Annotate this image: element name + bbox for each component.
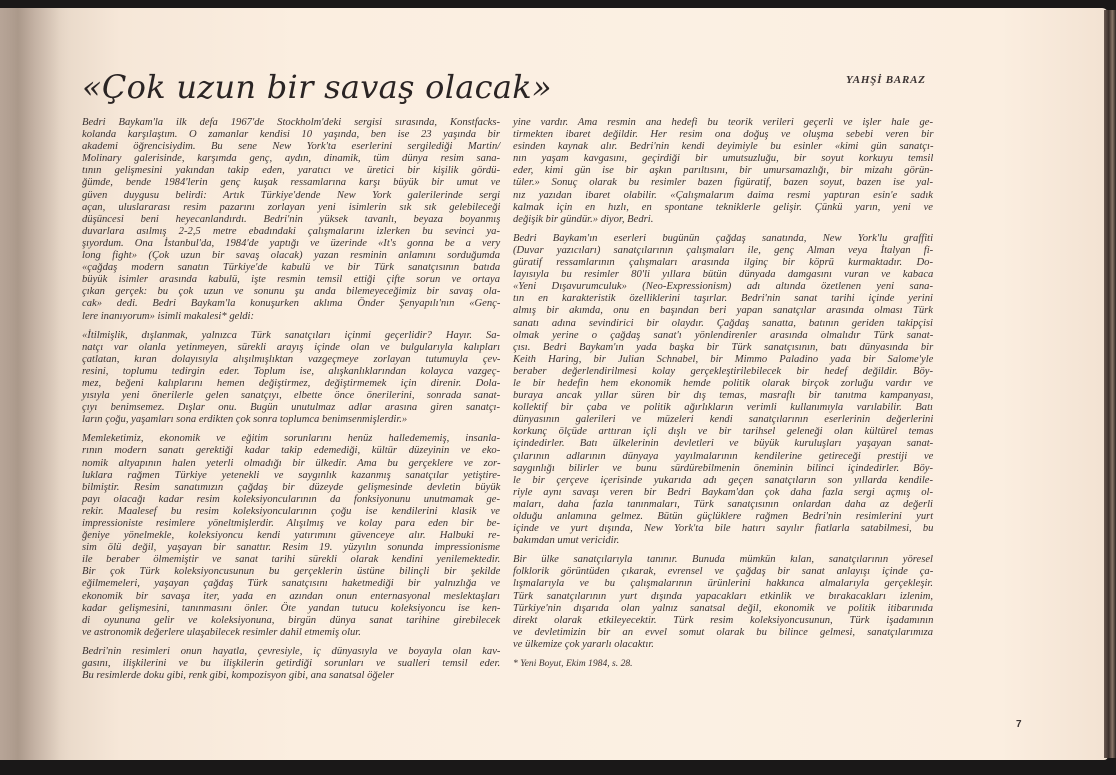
text-line: şıyordum. Ona İstanbul'da, 1984'de yaptığı ve üzerinde «It's gonna be a very [82,237,501,249]
paragraph [513,554,933,651]
text-line: kolanda karşılaştım. O zamanlar kendisi 10 yaşında, ben ise 23 yaşında bir [82,129,500,141]
text-line: natçı var olanla yetinmeyen, sürekli arayış içinde olan ve bulgularıyla kalıpları [82,341,501,353]
text-line: «Yeni Dışavurumculuk» (Neo-Expressionism) adı altında özetlenen yeni sana- [513,281,933,293]
left-column [82,117,500,689]
text-line: buraya ancak yıllar süren bir dış temas, masraflı bir tanıtma kampanyası, [513,390,934,402]
text-line: di oyununa gelir ve koleksiyonuna, birgün dünya sanat tarihine girebilecek [82,614,501,626]
text-line: büyük isimler arasında kabulü, işte resmin temsil ettiği çifte sorun ve ortaya [82,274,500,286]
text-line: yine vardır. Ama resmin ana hedefi bu teorik verileri geçerli ve işler hale ge- [513,117,933,128]
text-line: olduğu anlamına gelmez. Bütün güçlüklere rağmen Bedri'nin resimlerini yurt [513,511,934,522]
text-line: sim ölü değil, yaşayan bir sanattır. Resim 19. yüzyılın sonunda impressionisme [82,542,500,554]
text-line: riyle aynı savaşı veren bir Bedri Baykam'dan çok daha fazla sergi açmış ol- [513,486,933,498]
text-line: içindedirler. Batı ülkelerinin devletleri ve büyük kuruluşları yaşayan sanat- [513,438,934,450]
text-line: long fight» (Çok uzun bir savaş olacak) yazan resminin anlamını sorduğumda [82,250,500,262]
text-line: Bu resimlerde doku gibi, renk gibi, kompozisyon gibi, ana sanatsal öğeler [82,670,395,682]
text-line: ekonomik bir savaşa iter, yada en azından onun enternasyonal meslektaşları [82,590,500,602]
text-line: akademi öğrencisiydim. Bu sene New York'ta eserlerini sergilediği Martin/ [82,141,501,153]
text-line: «İtilmişlik, dışlanmak, yalnızca Türk sanatçıları içinmi geçerlidir? Hayır. Sa- [82,329,501,341]
text-line: tüler.» Sonuç olarak bu resimler bazen figüratif, bazen soyut, bazen ise yal- [513,177,933,189]
text-line: çıyı benimsemez. Dışlar onu. Bugün unutulmaz adlar arasına giren sanatçı- [82,402,500,414]
text-line: mez, beğeni kalıplarını hemen değiştirmez, değiştirmemek için direnir. Dola- [82,377,501,389]
text-line: korkunç ölçüde arttıran içli dışlı ve bir tarihsel geleneği olan kültürel temas [513,426,934,438]
text-line: luklara rağmen Türkiye yetenekli ve saygınlık kazanmış sanatçılar yetiştire- [82,469,501,481]
text-line: lere inanıyorum» isimli makalesi* geldi: [82,310,255,322]
text-line: payı olacağı kadar resim koleksiyoncularının da fonksiyonunu unutmamak ge- [82,493,500,505]
text-line: dünyasının galerileri ve müzeleri kendi sanatçılarının eserlerinin değerlerini [513,414,934,426]
text-line: beraber değerlendirilmesi kolay gerçekleştirilebilecek bir hedef değildir. Böy- [513,365,933,377]
text-line: değişik bir gündür.» diyor, Bedri. [513,213,654,225]
text-line: çılarının adlarının dünyaya yayılmalarının kendilerine getireceği prestiji ve [513,450,934,462]
text-line: kollektif bir çaba ve politik ağırlıkların verimli kullanımıyla varılabilir. Batı [513,402,933,414]
text-line: kalmak için en hızlı, en spontane tekniklerle gelişir. Çünkü yarın, yeni ve [513,201,933,213]
text-line: ğeniye yönelmekle, koleksiyoncu kendi yatırımını güvenceye alır. Halbuki re- [82,530,500,542]
text-line: direkt olarak etkileyecektir. Türk resim koleksiyoncusunun, Türk işadamının [513,614,934,626]
text-line: duvarlara asılmış 2-2,5 metre ebadındaki çalışmalarını izlerken bu sevinci ya- [82,225,500,237]
text-line: impressioniste resimlere yöneltmişlerdir. Alışılmış ve kolay para eden bir be- [82,518,500,529]
paragraph [82,117,500,323]
text-line: kadar gelişmesini, tanınmasını önler. Öte yandan tutucu koleksiyoncu ise ken- [82,602,501,614]
text-line: Bir çok Türk koleksiyoncusunun bu gerçeklerin üstüne bilinçli bir şekilde [82,566,501,578]
footnote: * Yeni Boyut, Ekim 1984, s. 28. [513,658,633,670]
text-line: «çağdaş modern sanatın Türkiye'de kabulü ve bir Türk sanatçısının batıda [82,262,501,274]
text-line: resini, toplumu tedirgin eder. Toplum ise, alışkanlıklarından kolayca vazgeç- [82,365,500,377]
text-line: eğilmemeleri, yaşayan çağdaş Türk sanatçısını haketmediği bir yalnızlığa ve [82,578,501,590]
text-line: çıkan gerçek: bu çok uzun ve sonunu şu anda bilemeyeceğimiz bir savaş ola- [82,286,501,298]
text-line: Keith Haring, bir Julian Schnabel, bir Mimmo Paladino yada bir Salome'yle [513,353,934,365]
text-line: maları, daha fazla tanınmaları, Türk sanatçısının onlardan daha az değerli [513,498,933,510]
text-line: le bir hedefin hem ekonomik hemde politik olarak birçok zorluğu vardır ve [513,377,933,389]
text-line: tın en karakteristik özelliklerini taşırlar. Bedri'nin sanat tarihi içinde yerini [513,293,933,305]
text-line: folklorik görüntüden çıkarak, evrensel ve çağdaş bir sanat anlayışı içinde ça- [513,566,934,578]
text-line: olmak yerine o çağdaş sanat'ı yönlendirenler arasında olmalıdır Türk sanat- [513,329,934,341]
text-line: esinden kaynak alır. Bedri'nin kendi deyimiyle bu esinler «kimi gün sanatçı- [513,141,934,153]
text-line: Bedri'nin resimleri onun hayatla, çevresiyle, iç dünyasıyla ve boyayla olan kav- [82,645,501,657]
text-line: bakımdan umut vericidir. [513,535,620,547]
text-line: ğümde, bende 1984'lerin genç kuşak ressamlarına karşı büyük bir umut ve [82,177,501,189]
text-line: nomik altyapının halen yeterli olmadığı bir ülkedir. Ama bu gerçeklere ve zor- [82,457,501,469]
text-line: lışmalarıyla ve bu çalışmalarının ürünlerini hakkınca almalarıyla gerçekleşir. [513,578,933,590]
article-author: YAHŞİ BARAZ [846,74,926,86]
paragraph [513,117,933,226]
paragraph [513,233,933,547]
page-edge [1104,10,1116,758]
text-line: gasını, ilişkilerini ve bu ilişkilerin getirdiği sorunları ve sualleri temsil eder. [82,658,501,670]
text-line: Molinary galerisinde, karşımda genç, aydın, dinamik, tüm dünya resim sana- [82,153,501,165]
text-line: layısıyla bu resimler 80'li yıllara bütün dünyada damgasını vuran ve kabaca [513,269,934,281]
text-line: tirmekten ibaret değildir. Her resim ona doğuş ve oluşma sebebi veren bir [513,129,934,141]
text-line: ve devletimizin bir an evvel somut olarak bu bilince gelmesi, sanatçılarımıza [513,626,934,638]
text-line: eder, kimi gün ise bir aşkın parıltısını, bir umursamazlığı, bir mizahı görün- [513,165,933,177]
text-line: düşüncesi beni heyecanlandırdı. Bedri'nin yüksek tavanlı, beyaza boyanmış [82,213,501,225]
gutter-shadow [0,8,70,760]
text-line: çısı. Bedri Baykam'ın yada başka bir Türk sanatçısının, batı dünyasında bir [513,341,934,353]
text-line: ların çoğu, yaşamları sona erdikten çok sonra toplumca benimsenmişlerdir.» [82,414,408,426]
text-line: Bedri Baykam'la ilk defa 1967'de Stockholm'deki sergisi sırasında, Konstfacks- [82,117,500,128]
text-line: Türk sanatçılarının yurt dışında yapacakları etkinlik ve bırakacakları izlenim, [513,590,934,602]
text-line: ve astronomik değerlere ulaşabilecek resimler dahil etmemiş olur. [82,626,361,638]
text-line: Türkiye'nin dışarıda olan yalnız sanatsal değil, ekonomik ve politik itibarınıda [513,602,933,614]
text-line: (Duvar yazıcıları) sanatçılarının çalışmaları ile, genç Alman veya İtalyan fi- [513,244,934,256]
article-title: «Çok uzun bir savaş olacak» [82,68,552,106]
text-line: bilmiştir. Resim sanatımızın çağdaş bir düzeyde gelişmesinde devletin büyük [82,481,501,493]
text-line: almış bir akımda, onu en başından beri yapan sanatçılar arasında olması Türk [513,305,933,317]
text-line: sanatı adına sevindirici bir olaydır. Çağdaş sanatta, batının geriden takipçisi [513,317,933,329]
text-line: tının gelişmesini yakından takip eden, yaratıcı ve üretici bir kişilik gördü- [82,165,500,177]
text-line: saygınlığı bilirler ve bunu sürdürebilmenin öneminin bilinci içindedirler. Böy- [513,462,933,474]
text-line: Memleketimiz, ekonomik ve eğitim sorunlarını henüz halledememiş, insanla- [82,433,500,445]
text-line: nın yaşam kavgasını, geçirdiği bir umutsuzluğu, bir soyut korkuyu temsil [513,153,934,165]
text-line: içinde ve yurt dışında, New York'ta bile hatırı sayılır fiatlarla satabilmesi, bu [513,523,934,535]
paragraph [82,433,500,639]
text-line: rının modern sanatı gerektiği kadar takip edemediği, kültür düzeyinin ve eko- [82,445,501,457]
paragraph [82,646,500,682]
text-line: güratif ressamlarının çalışmaları arasında ilginç bir köprü kurmaktadır. Do- [513,257,933,269]
text-line: nız yazıdan ibaret olabilir. «Çalışmalarım daima resmi yaptıran esin'e sadık [513,189,933,201]
text-line: le bir çerçeve içerisinde yukarıda adı geçen sanatçıların son yıllarda kendile- [513,474,933,486]
text-line: rekir. Maalesef bu resim koleksiyoncularının çoğu ise kendilerini klasik ve [82,505,500,517]
text-line: Bedri Baykam'ın eserleri bugünün çağdaş sanatında, New York'lu graffiti [513,232,934,244]
text-line: cak» dedi. Bedri Baykam'la konuşurken aklıma Önder Şenyapılı'nın «Genç- [82,298,501,310]
paragraph [82,330,500,427]
text-line: ile beraber ölmemiştir ve sanat tarihi sürekli olarak kendini yenilemektedir. [82,554,501,566]
page-number: 7 [1016,719,1022,730]
text-line: yısıyla yeni önerilerle gelen sanatçıyı, elbette önce önerilerini, sonrada sanat- [82,390,501,402]
text-line: açan, uluslararası resim pazarını zorlayan yeni isimlerin sık sık gelebileceği [82,201,501,213]
right-column [513,117,933,670]
text-line: Bir ülke sanatçılarıyla tanınır. Bunuda mümkün kılan, sanatçılarının yöresel [513,554,933,566]
text-line: güven duygusu belirdi: Artık Türkiye'dende New York galerilerinde sergi [82,189,501,201]
text-line: çatlatan, kıran dolayısıyla alışılmışlıktan vazgeçmeye zorlayan tutumuyla çev- [82,353,501,365]
text-line: ve ülkemize çok yararlı olacaktır. [513,638,654,650]
